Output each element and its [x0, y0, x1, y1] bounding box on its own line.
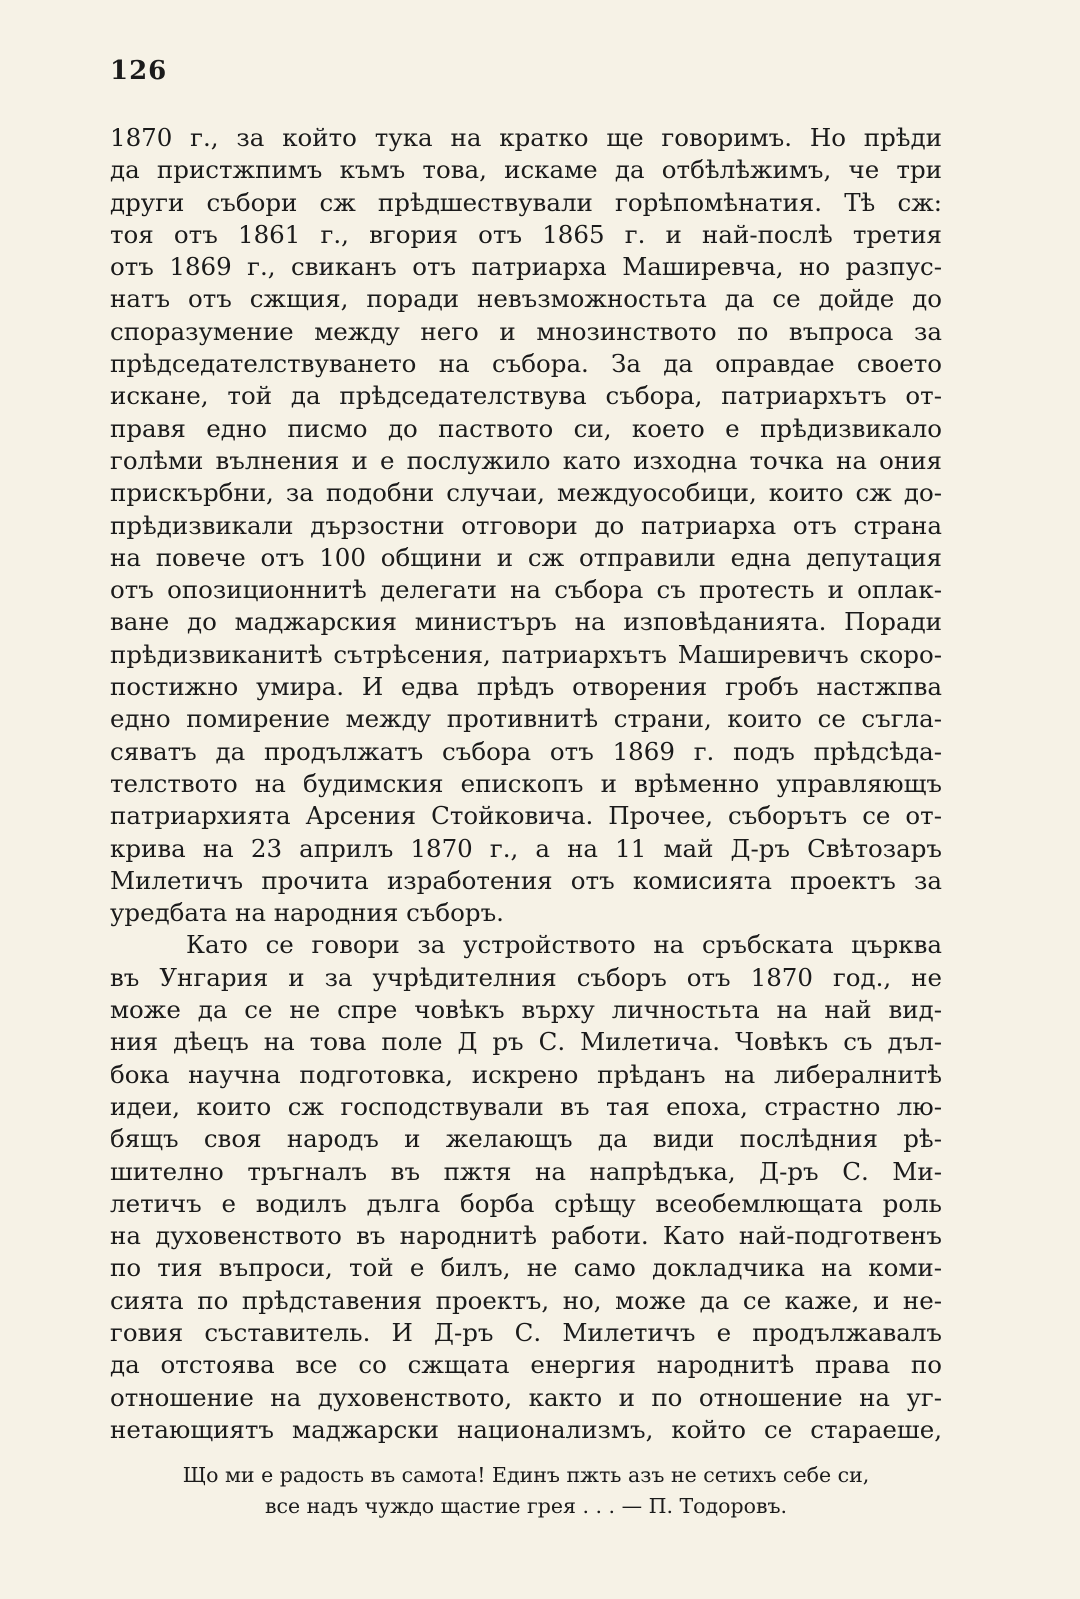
text-line: да отстоява все со сжщата енергия народнитѣ права по — [110, 1350, 942, 1380]
text-line: сяватъ да продължатъ събора отъ 1869 г. подъ прѣдсѣда- — [110, 736, 942, 766]
text-line: ния дѣецъ на това поле Д ръ С. Милетича. Човѣкъ съ дъл- — [110, 1027, 942, 1057]
page-number: 126 — [110, 56, 168, 86]
text-line: други събори сж прѣдшествували горѣпомѣнатия. Тѣ сж: — [110, 187, 942, 217]
text-line: тоя отъ 1861 г., вгория отъ 1865 г. и най-послѣ третия — [110, 219, 942, 249]
text-line: на повече отъ 100 общини и сж отправили една депутация — [110, 542, 942, 572]
text-line: сията по прѣдставения проектъ, но, може да се каже, и не- — [110, 1285, 942, 1315]
text-line: патриархията Арсения Стойковича. Прочее, съборътъ се от- — [110, 801, 942, 831]
text-line: постижно умира. И едва прѣдъ отворения гробъ настжпва — [110, 672, 942, 702]
text-line: 1870 г., за който тука на кратко ще говоримъ. Но прѣди — [110, 123, 942, 152]
text-line: натъ отъ сжщия, поради невъзможностьта да се дойде до — [110, 284, 942, 314]
text-line: голѣми вълнения и е послужило като изходна точка на ония — [110, 445, 942, 475]
text-line: по тия въпроси, той е билъ, не само докладчика на коми- — [110, 1253, 942, 1283]
text-line: бящъ своя народъ и желающъ да види послѣдния рѣ- — [110, 1124, 942, 1154]
text-line: споразумение между него и мнозинството по въпроса за — [110, 316, 942, 346]
text-line: прискърбни, за подобни случаи, междуособици, които сж до- — [110, 478, 942, 508]
text-line: може да се не спре човѣкъ върху личностьта на най вид- — [110, 995, 942, 1025]
text-line: прѣдизвиканитѣ сътрѣсения, патриархътъ Маширевичъ скоро- — [110, 639, 942, 669]
text-line: уредбата на народния съборъ. — [110, 898, 504, 928]
text-line: шително тръгналъ въ пжтя на напрѣдъка, Д-ръ С. Ми- — [110, 1156, 942, 1186]
text-line: крива на 23 априлъ 1870 г., а на 11 май Д-ръ Свѣтозаръ — [110, 833, 942, 863]
text-line: да пристжпимъ къмъ това, искаме да отбѣлѣжимъ, че три — [110, 155, 942, 185]
text-line: нетающиятъ маджарски национализмъ, който се стараеше, — [110, 1414, 942, 1444]
text-line: отъ 1869 г., свиканъ отъ патриарха Маширевча, но разпус- — [110, 252, 942, 282]
paragraph-1 — [110, 122, 942, 929]
text-line: прѣдседателствуването на събора. За да оправдае своето — [110, 349, 942, 379]
text-line: отношение на духовенството, както и по отношение на уг- — [110, 1382, 942, 1412]
text-line: Като се говори за устройството на сръбската църква — [186, 930, 942, 960]
text-line: летичъ е водилъ дълга борба срѣщу всеобемлющата роль — [110, 1188, 942, 1218]
text-line: на духовенството въ народнитѣ работи. Като най-подготвенъ — [110, 1221, 942, 1251]
text-line: правя едно писмо до паството си, което е прѣдизвикало — [110, 413, 942, 443]
text-line: бока научна подготовка, искрено прѣданъ на либералнитѣ — [110, 1059, 942, 1089]
paragraph-2 — [110, 929, 942, 1446]
epigraph — [110, 1460, 942, 1522]
epigraph-line: все надъ чуждо щастие грея . . . — П. Тодоровъ. — [264, 1494, 788, 1518]
text-line: ване до маджарския министъръ на изповѣданията. Поради — [110, 607, 942, 637]
text-line: искане, той да прѣдседателствува събора, патриархътъ от- — [110, 381, 942, 411]
epigraph-line: Що ми е радость въ самота! Единъ пжть азъ не сетихъ себе си, — [182, 1463, 870, 1487]
text-line: прѣдизвикали дързостни отговори до патриарха отъ страна — [110, 510, 942, 540]
text-line: въ Унгария и за учрѣдителния съборъ отъ 1870 год., не — [110, 962, 942, 992]
text-line: телството на будимския епископъ и врѣменно управляющъ — [110, 768, 942, 798]
text-line: отъ опозиционнитѣ делегати на събора съ протесть и оплак- — [110, 575, 942, 605]
text-line: едно помирение между противнитѣ страни, които се съгла- — [110, 704, 942, 734]
text-line: говия съставитель. И Д-ръ С. Милетичъ е продължавалъ — [110, 1317, 942, 1347]
text-line: Милетичъ прочита изработения отъ комисията проектъ за — [110, 865, 942, 895]
text-line: идеи, които сж господствували въ тая епоха, страстно лю- — [110, 1091, 942, 1121]
body-text — [110, 122, 942, 1446]
